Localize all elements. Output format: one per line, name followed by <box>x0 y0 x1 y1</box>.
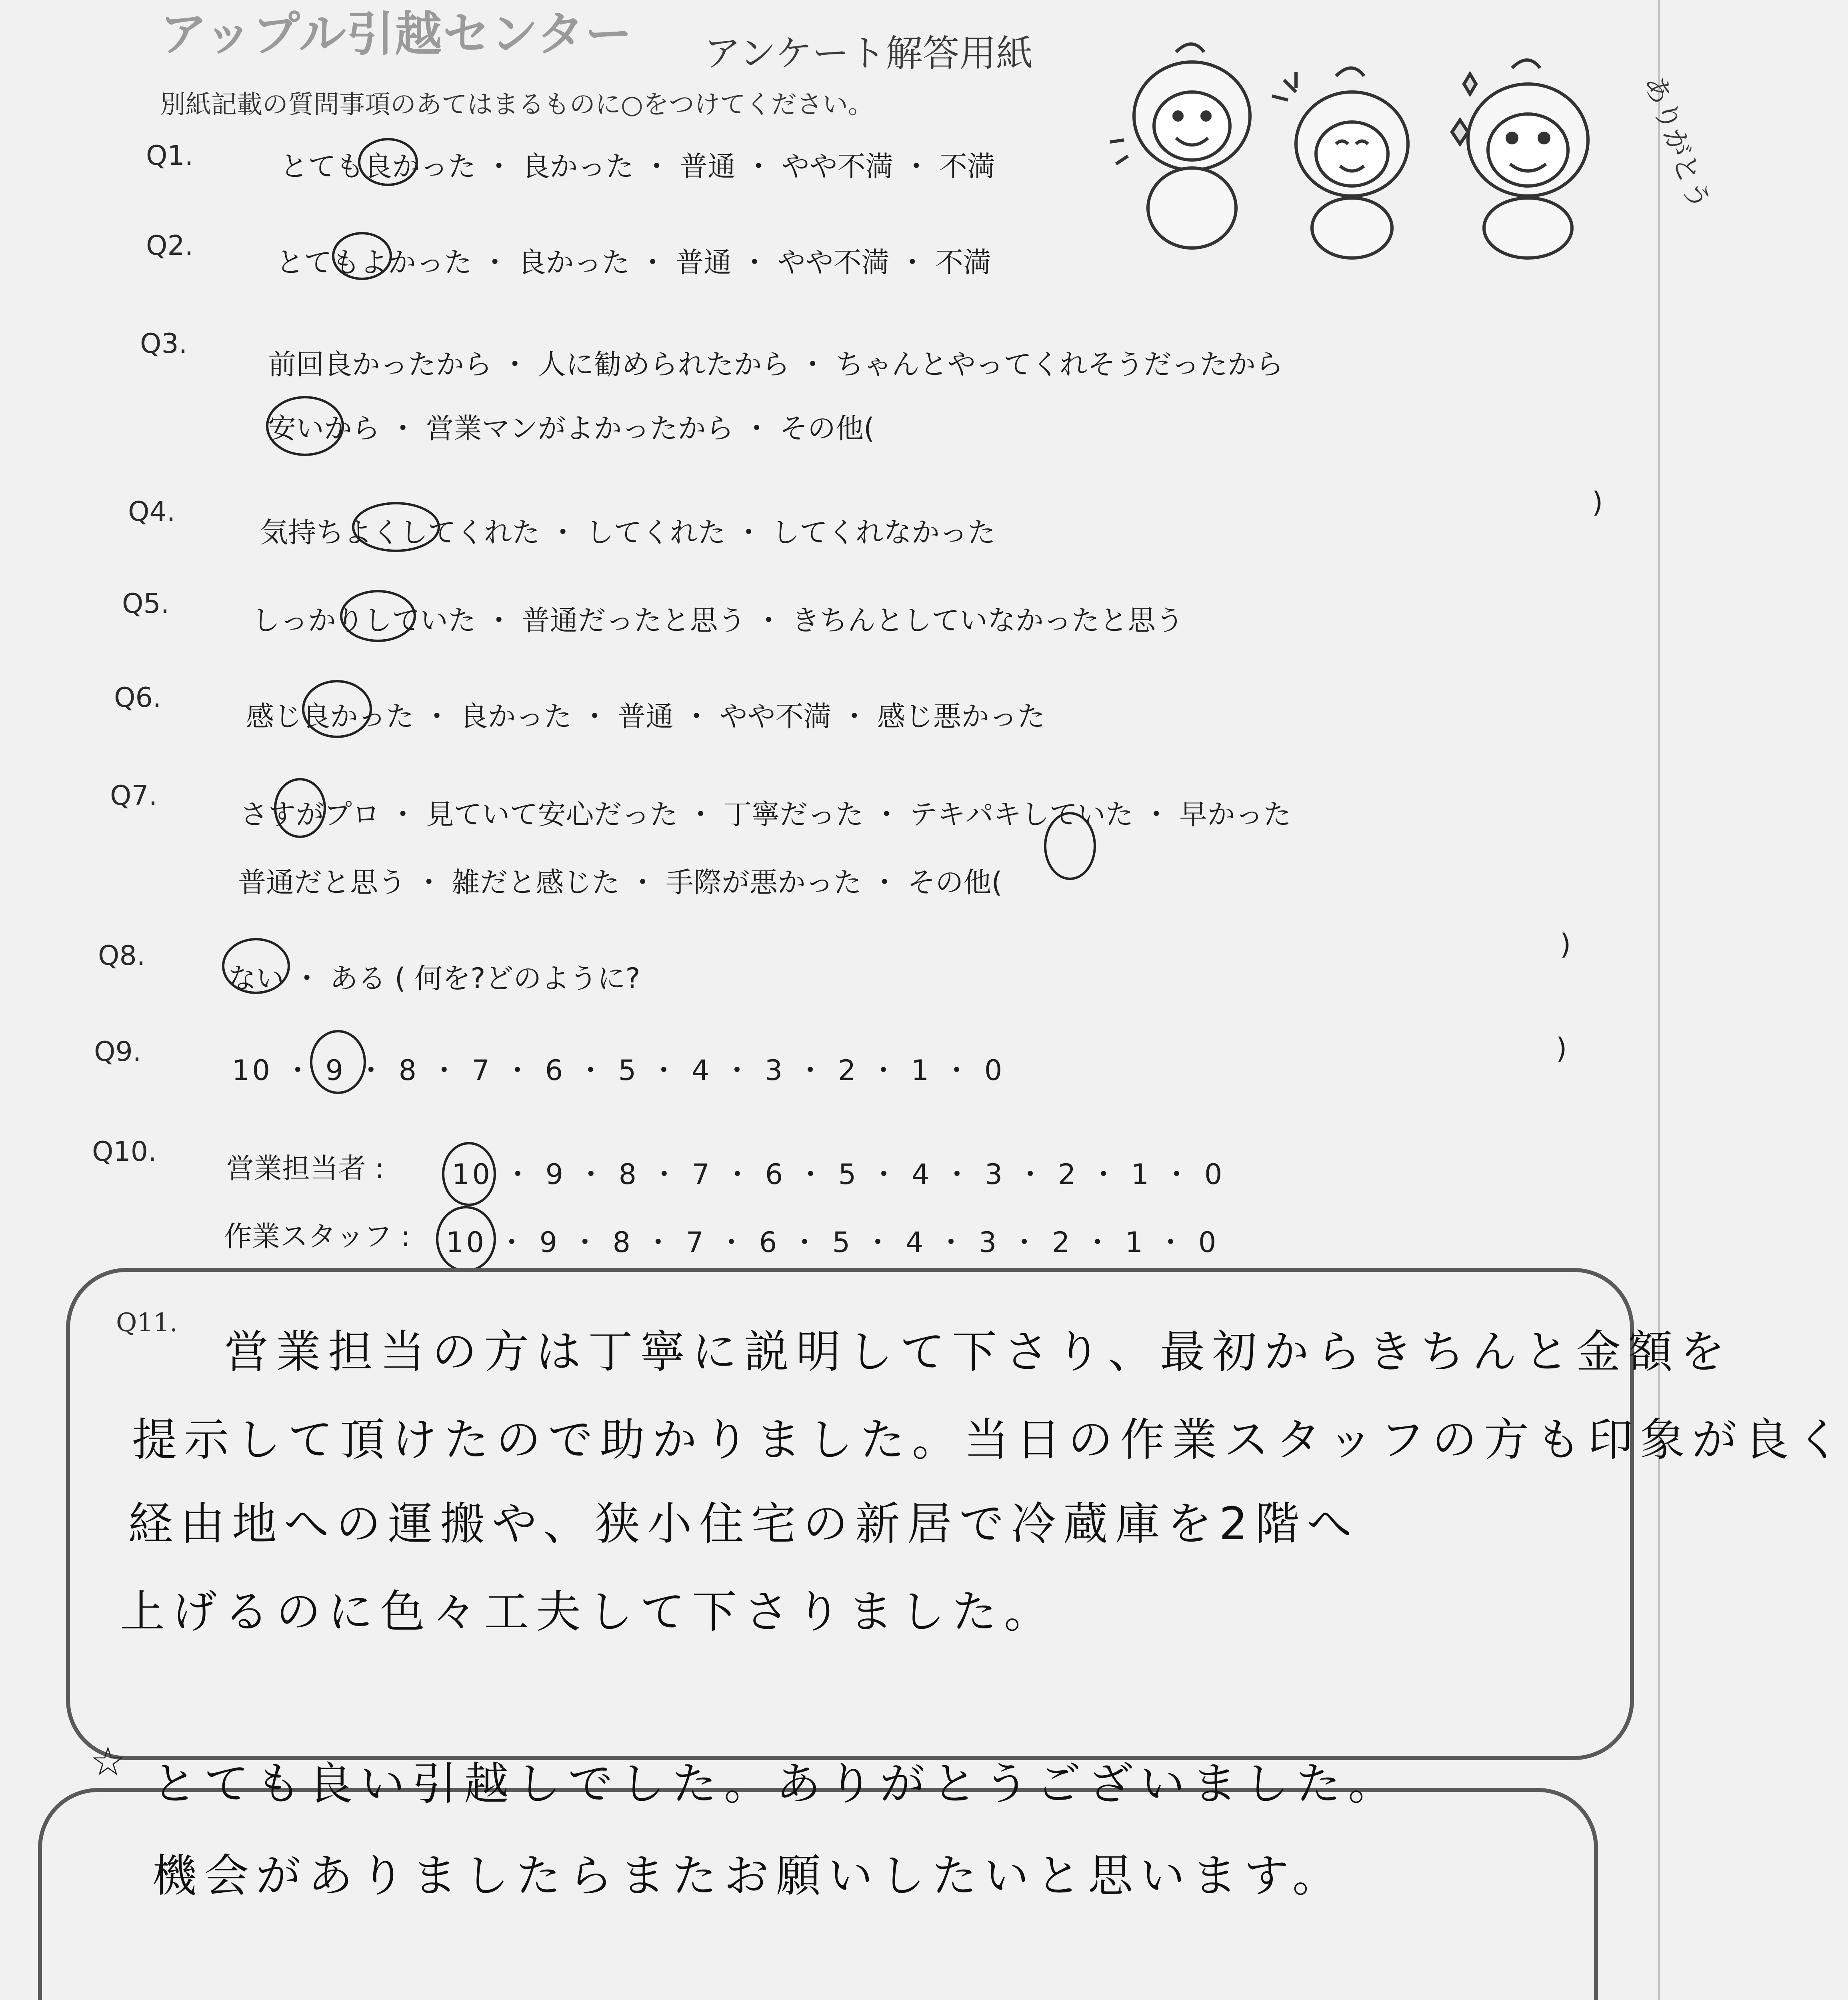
company-title: アップル引越センター <box>160 6 633 62</box>
q10-number: Q10. <box>92 1136 157 1168</box>
monkey-icon <box>1110 44 1250 248</box>
mascot-caption: ありがとう <box>1638 71 1716 214</box>
monkey-icon <box>1272 68 1408 258</box>
q3-selected-circle <box>266 396 344 456</box>
q9-number: Q9. <box>94 1036 142 1068</box>
q3-number: Q3. <box>140 328 188 360</box>
q5-options: しっかりしていた ・ 普通だったと思う ・ きちんとしていなかったと思う <box>252 604 1184 637</box>
q7-options-line2: 普通だと思う ・ 雑だと感じた ・ 手際が悪かった ・ その他( <box>238 866 1002 899</box>
q7-selected-circle-pro <box>274 778 326 838</box>
q3-options-line2: 安いから ・ 営業マンがよかったから ・ その他( <box>268 412 875 445</box>
comment-handwritten-line-2: 機会がありましたらまたお願いしたいと思います。 <box>152 1850 1345 1902</box>
instructions: 別紙記載の質問事項のあてはまるものに○をつけてください。 <box>160 90 874 120</box>
q3-options-line1: 前回良かったから ・ 人に勧められたから ・ ちゃんとやってくれそうだったから <box>268 348 1284 381</box>
q1-options: とても良かった ・ 良かった ・ 普通 ・ やや不満 ・ 不満 <box>280 150 996 183</box>
q4-number: Q4. <box>128 496 176 528</box>
q2-selected-circle <box>332 232 392 280</box>
q11-handwritten-line-4: 上げるのに色々工夫して下さりました。 <box>120 1586 1056 1638</box>
q11-handwritten-line-3: 経由地への運搬や、狭小住宅の新居で冷蔵庫を2階へ <box>128 1498 1359 1550</box>
q8-options: ない ・ ある ( 何を?どのように? <box>228 962 640 995</box>
q11-handwritten-line-1: 営業担当の方は丁寧に説明して下さり、最初からきちんと金額を <box>224 1326 1732 1378</box>
q10-staff-scale: 10 ・ 9 ・ 8 ・ 7 ・ 6 ・ 5 ・ 4 ・ 3 ・ 2 ・ 1 ・ 0 <box>446 1226 1219 1259</box>
q7-paren-close: ) <box>1560 928 1571 961</box>
q11-label: Q11. <box>116 1308 178 1338</box>
q7-options-line1: さすがプロ ・ 見ていて安心だった ・ 丁寧だった ・ テキパキしていた ・ 早かった <box>240 798 1292 831</box>
q5-selected-circle <box>340 590 416 642</box>
q7-selected-circle-tekipaki <box>1044 812 1096 880</box>
q6-options: 感じ良かった ・ 良かった ・ 普通 ・ やや不満 ・ 感じ悪かった <box>246 700 1046 733</box>
form-subtitle: アンケート解答用紙 <box>704 32 1033 75</box>
comment-handwritten-line-1: とても良い引越しでした。ありがとうございました。 <box>152 1758 1400 1810</box>
star-icon: ☆ <box>90 1738 126 1785</box>
q1-selected-circle <box>358 138 418 186</box>
q5-number: Q5. <box>122 588 170 620</box>
q2-options: とてもよかった ・ 良かった ・ 普通 ・ やや不満 ・ 不満 <box>276 246 992 279</box>
scan-edge-line <box>1658 0 1660 2000</box>
q9-scale: 10 ・ 9 ・ 8 ・ 7 ・ 6 ・ 5 ・ 4 ・ 3 ・ 2 ・ 1 ・ 0 <box>232 1054 1005 1087</box>
mascot-illustration <box>1112 36 1716 260</box>
q6-number: Q6. <box>114 682 162 714</box>
q4-selected-circle <box>352 502 440 552</box>
q10-staff-selected-circle <box>436 1206 496 1272</box>
q9-selected-circle <box>310 1030 366 1094</box>
q4-options: 気持ちよくしてくれた ・ してくれた ・ してくれなかった <box>260 516 996 549</box>
q8-paren-close: ) <box>1556 1032 1567 1065</box>
q11-handwritten-line-2: 提示して頂けたので助かりました。当日の作業スタッフの方も印象が良く <box>132 1414 1848 1466</box>
q10-staff-label: 作業スタッフ : <box>224 1220 410 1253</box>
monkey-icon <box>1452 60 1588 258</box>
q7-number: Q7. <box>110 780 158 812</box>
q10-sales-selected-circle <box>442 1142 496 1206</box>
q6-selected-circle <box>302 680 372 738</box>
q10-sales-label: 営業担当者 : <box>226 1152 384 1185</box>
q8-selected-circle <box>222 938 290 994</box>
q1-number: Q1. <box>146 140 194 172</box>
q8-number: Q8. <box>98 940 146 972</box>
q10-sales-scale: 10 ・ 9 ・ 8 ・ 7 ・ 6 ・ 5 ・ 4 ・ 3 ・ 2 ・ 1 ・ 0 <box>452 1158 1225 1191</box>
q3-paren-close: ) <box>1592 486 1603 519</box>
q2-number: Q2. <box>146 230 194 262</box>
